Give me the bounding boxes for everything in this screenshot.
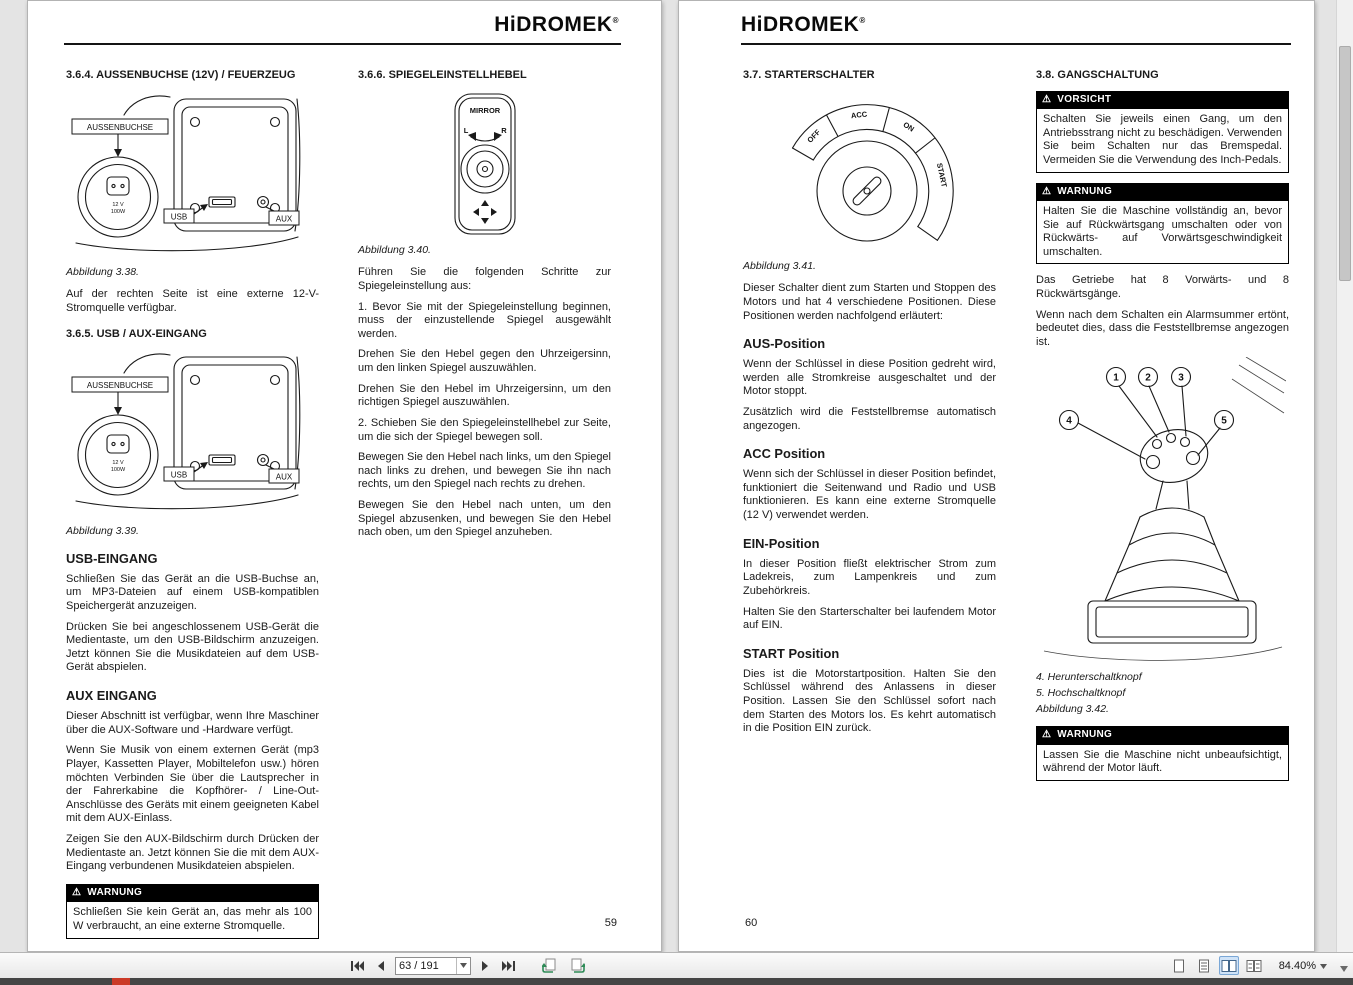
page-number-value: 63 / 191 xyxy=(399,959,439,972)
warning-label: WARNUNG xyxy=(1057,729,1113,741)
figure-340 xyxy=(358,91,611,242)
caution-block xyxy=(1036,91,1289,173)
callout-5: 5 xyxy=(1221,415,1227,427)
warning-label: WARNUNG xyxy=(87,886,143,898)
body-paragraph: Dieser Schalter dient zum Starten und Stoppen des Motors und hat 4 verschiedene Positionen. Diese Positionen werden nachfolgend erläutert: xyxy=(743,282,996,322)
label-usb: USB xyxy=(170,212,188,222)
caution-header xyxy=(1036,91,1289,109)
label-mirror: MIRROR xyxy=(469,105,500,115)
section-title-3-8: 3.8. GANGSCHALTUNG xyxy=(1036,69,1159,81)
callout-1: 1 xyxy=(1113,372,1119,384)
vertical-scrollbar[interactable] xyxy=(1336,0,1353,952)
subsection-title-aux: AUX EINGANG xyxy=(66,688,157,704)
single-page-view-button[interactable] xyxy=(1169,956,1189,975)
body-paragraph: Schließen Sie das Gerät an die USB-Buchse an, um MP3-Dateien auf einem USB-kompatiblen Speichergerät anzuzeigen. xyxy=(66,572,319,612)
body-paragraph: Führen Sie die folgenden Schritte zur Spiegeleinstellung aus: xyxy=(358,266,611,292)
logo-text: HiDROMEK xyxy=(494,13,613,36)
document-page-60 xyxy=(678,0,1315,952)
body-paragraph: Wenn der Schlüssel in diese Position gedreht wird, werden alle Stromkreise ausgeschaltet und der Motor stoppt. xyxy=(743,358,996,398)
callout-2: 2 xyxy=(1145,372,1151,384)
first-page-button[interactable] xyxy=(348,958,367,974)
zoom-level-value: 84.40% xyxy=(1278,959,1316,972)
body-paragraph: 2. Schieben Sie den Spiegeleinstellhebel zur Seite, um die sich der Spiegel bewegen soll. xyxy=(358,416,611,443)
body-paragraph: Zeigen Sie den AUX-Bildschirm durch Drücken der Medientaste an. Jetzt können Sie die mit dem AUX-Eingang verbundenen Musikdateien abspielen. xyxy=(66,833,319,873)
body-paragraph: Wenn Sie Musik von einem externen Gerät (mp3 Player, Kassetten Player, Mobiltelefon usw.) hören möchten Verbinden Sie über die Lautsprecher in der Fahrerkabine die Kopfhörer- / Line-Out-Anschlüsse des Geräts mit einem geeigneten Kabel mit dem AUX-Einlass. xyxy=(66,744,319,825)
section-title-3-6-4: 3.6.4. AUSSENBUCHSE (12V) / FEUERZEUG xyxy=(66,69,296,81)
zoom-dropdown-caret-icon[interactable] xyxy=(1320,960,1327,972)
header-rule xyxy=(741,43,1291,45)
subsection-title-aus: AUS-Position xyxy=(743,336,826,352)
header-rule xyxy=(64,43,621,45)
subsection-title-ein: EIN-Position xyxy=(743,535,820,551)
subsection-title-usb: USB-EINGANG xyxy=(66,550,158,566)
registered-mark: ® xyxy=(859,16,866,25)
scrollbar-down-button[interactable] xyxy=(1337,962,1351,976)
body-paragraph: Drücken Sie bei angeschlossenem USB-Gerät die Medientaste, um den USB-Bildschirm anzuzeigen. Jetzt können Sie die Musikdateien auf dem USB-Gerät abspielen. xyxy=(66,620,319,674)
hidromek-logo xyxy=(741,13,866,37)
socket-rating-line2: 100W xyxy=(110,467,126,474)
warning-header xyxy=(66,884,319,902)
callout-4: 4 xyxy=(1066,415,1072,427)
label-aux: AUX xyxy=(275,214,293,224)
figure-342-callouts xyxy=(1060,367,1234,429)
two-page-continuous-view-button[interactable] xyxy=(1244,956,1264,975)
caution-label: VORSICHT xyxy=(1057,93,1112,105)
body-paragraph: Drehen Sie den Hebel im Uhrzeigersinn, um den richtigen Spiegel auszuwählen. xyxy=(358,382,611,409)
label-aussenbuchse: AUSSENBUCHSE xyxy=(86,381,154,391)
body-paragraph: Auf der rechten Seite ist eine externe 12-V-Stromquelle verfügbar. xyxy=(66,288,319,314)
gear-lever-drawing xyxy=(1036,357,1286,665)
label-aussenbuchse: AUSSENBUCHSE xyxy=(86,122,154,132)
figure-caption-342: Abbildung 3.42. xyxy=(1036,703,1109,716)
section-title-3-7: 3.7. STARTERSCHALTER xyxy=(743,69,875,81)
continuous-view-button[interactable] xyxy=(1194,956,1214,975)
figure-legend-5: 5. Hochschaltknopf xyxy=(1036,687,1126,700)
warning-triangle-icon: ⚠ xyxy=(1042,93,1052,105)
label-left: L xyxy=(463,125,468,135)
outlet-panel-drawing-338 xyxy=(66,91,302,259)
body-paragraph: Dieser Abschnitt ist verfügbar, wenn Ihre Maschiner über die AUX-Software und -Hardware verfügt. xyxy=(66,710,319,736)
taskbar-strip xyxy=(0,978,1353,985)
mirror-lever-drawing xyxy=(435,91,535,237)
last-page-button[interactable] xyxy=(499,958,518,974)
caution-text: Schalten Sie jeweils einen Gang, um den Antriebsstrang nicht zu beschädigen. Verwenden Sie beim Schalten nur das Bremspedal. Vermeiden Sie die Verwendung des Inch-Pedals. xyxy=(1036,109,1289,173)
label-right: R xyxy=(500,125,507,135)
figure-341 xyxy=(743,91,996,258)
warning-triangle-icon: ⚠ xyxy=(72,887,82,899)
figure-338-labels xyxy=(72,119,299,225)
label-aux: AUX xyxy=(275,472,293,482)
starter-switch-drawing xyxy=(765,91,975,253)
body-paragraph: Das Getriebe hat 8 Vorwärts- und 8 Rückwärtsgänge. xyxy=(1036,274,1289,301)
section-title-3-6-5: 3.6.5. USB / AUX-EINGANG xyxy=(66,327,207,340)
logo-text: HiDROMEK xyxy=(741,13,860,36)
warning-block xyxy=(66,884,319,939)
view-zoom-group xyxy=(1169,953,1327,978)
pdf-toolbar xyxy=(0,952,1353,978)
figure-legend-4: 4. Herunterschaltknopf xyxy=(1036,671,1142,684)
warning-block xyxy=(1036,183,1289,265)
body-paragraph: In dieser Position fließt elektrischer Strom zum Ladekreis, zum Lampenkreis und zum Zubehörkreis. xyxy=(743,557,996,597)
zoom-level-control[interactable] xyxy=(1279,960,1327,972)
scrollbar-thumb[interactable] xyxy=(1339,46,1351,281)
body-paragraph: Zusätzlich wird die Feststellbremse automatisch angezogen. xyxy=(743,405,996,432)
figure-339-labels xyxy=(72,377,299,483)
figure-caption-340: Abbildung 3.40. xyxy=(358,244,431,257)
figure-caption-339: Abbildung 3.39. xyxy=(66,524,139,537)
label-on: ON xyxy=(900,119,916,134)
body-paragraph: Wenn nach dem Schalten ein Alarmsummer ertönt, bedeutet dies, dass die Feststellbremse angezogen ist. xyxy=(1036,308,1289,348)
page-navigation-group xyxy=(348,953,587,978)
warning-header xyxy=(1036,726,1289,744)
label-start: START xyxy=(934,161,949,188)
page-number-input[interactable] xyxy=(395,957,471,975)
body-paragraph: Bewegen Sie den Hebel nach unten, um den Spiegel abzusenken, und bewegen Sie den Hebel nach oben, um den Spiegel anzuheben. xyxy=(358,499,611,539)
next-view-button[interactable] xyxy=(567,956,587,975)
previous-page-button[interactable] xyxy=(374,958,388,974)
figure-caption-338: Abbildung 3.38. xyxy=(66,266,139,279)
warning-triangle-icon: ⚠ xyxy=(1042,185,1052,197)
socket-rating-line1: 12 V xyxy=(112,460,124,467)
page-dropdown-caret-icon[interactable] xyxy=(456,958,467,974)
warning-block xyxy=(1036,726,1289,781)
body-paragraph: 1. Bevor Sie mit der Spiegeleinstellung beginnen, muss der einzustellende Spiegel ausgewählt werden. xyxy=(358,300,611,340)
page-number: 59 xyxy=(604,917,617,929)
page-number: 60 xyxy=(745,917,758,929)
warning-header xyxy=(1036,183,1289,201)
body-paragraph: Drehen Sie den Hebel gegen den Uhrzeigersinn, um den linken Spiegel auszuwählen. xyxy=(358,348,611,375)
socket-rating-line2: 100W xyxy=(110,208,126,215)
socket-rating-line1: 12 V xyxy=(112,201,124,208)
figure-338 xyxy=(66,91,319,264)
previous-view-button[interactable] xyxy=(540,956,560,975)
label-off: OFF xyxy=(804,127,822,145)
right-page-column-1 xyxy=(743,63,996,743)
warning-triangle-icon: ⚠ xyxy=(1042,729,1052,741)
section-title-3-6-6: 3.6.6. SPIEGELEINSTELLHEBEL xyxy=(358,69,527,81)
subsection-title-acc: ACC Position xyxy=(743,446,826,462)
figure-342 xyxy=(1036,357,1289,670)
body-paragraph: Bewegen Sie den Hebel nach links, um den Spiegel nach links zu drehen, und bewegen Sie ihn nach rechts, um den Spiegel nach rechts zu drehen. xyxy=(358,451,611,491)
body-paragraph: Wenn sich der Schlüssel in dieser Position befindet, funktioniert die Seitenwand und Radio und USB funktionieren. Es kann eine externe Stromquelle (12 V) verwendet werden. xyxy=(743,468,996,522)
document-page-59 xyxy=(27,0,662,952)
label-acc: ACC xyxy=(849,109,868,120)
subsection-title-start: START Position xyxy=(743,645,840,661)
two-page-view-button[interactable] xyxy=(1219,956,1239,975)
right-page-column-2 xyxy=(1036,63,1289,781)
figure-339 xyxy=(66,349,319,522)
registered-mark: ® xyxy=(612,16,619,25)
outlet-panel-drawing-339 xyxy=(66,349,302,517)
body-paragraph: Halten Sie den Starterschalter bei laufendem Motor auf EIN. xyxy=(743,605,996,632)
warning-text: Lassen Sie die Maschine nicht unbeaufsichtigt, während der Motor läuft. xyxy=(1036,745,1289,781)
label-usb: USB xyxy=(170,470,188,480)
left-page-column-2 xyxy=(358,63,611,547)
hidromek-logo xyxy=(494,13,619,37)
warning-text: Halten Sie die Maschine vollständig an, bevor Sie auf Rückwärtsgang umschalten oder von Rückwärts- auf Vorwärtsgeschwindigkeit umschalten. xyxy=(1036,201,1289,265)
warning-label: WARNUNG xyxy=(1057,185,1113,197)
warning-text: Schließen Sie kein Gerät an, das mehr als 100 W verbraucht, an eine externe Stromquelle. xyxy=(66,902,319,938)
figure-caption-341: Abbildung 3.41. xyxy=(743,260,816,273)
left-page-column-1 xyxy=(66,63,319,939)
next-page-button[interactable] xyxy=(478,958,492,974)
callout-3: 3 xyxy=(1178,372,1184,384)
taskbar-red-app xyxy=(112,978,130,985)
body-paragraph: Dies ist die Motorstartposition. Halten Sie den Schlüssel während des Anlassens in dieser Position. Lassen Sie den Schlüssel sofort nach dem Starten des Motors los. Es kehrt automatisch in die Position EIN zurück. xyxy=(743,667,996,735)
